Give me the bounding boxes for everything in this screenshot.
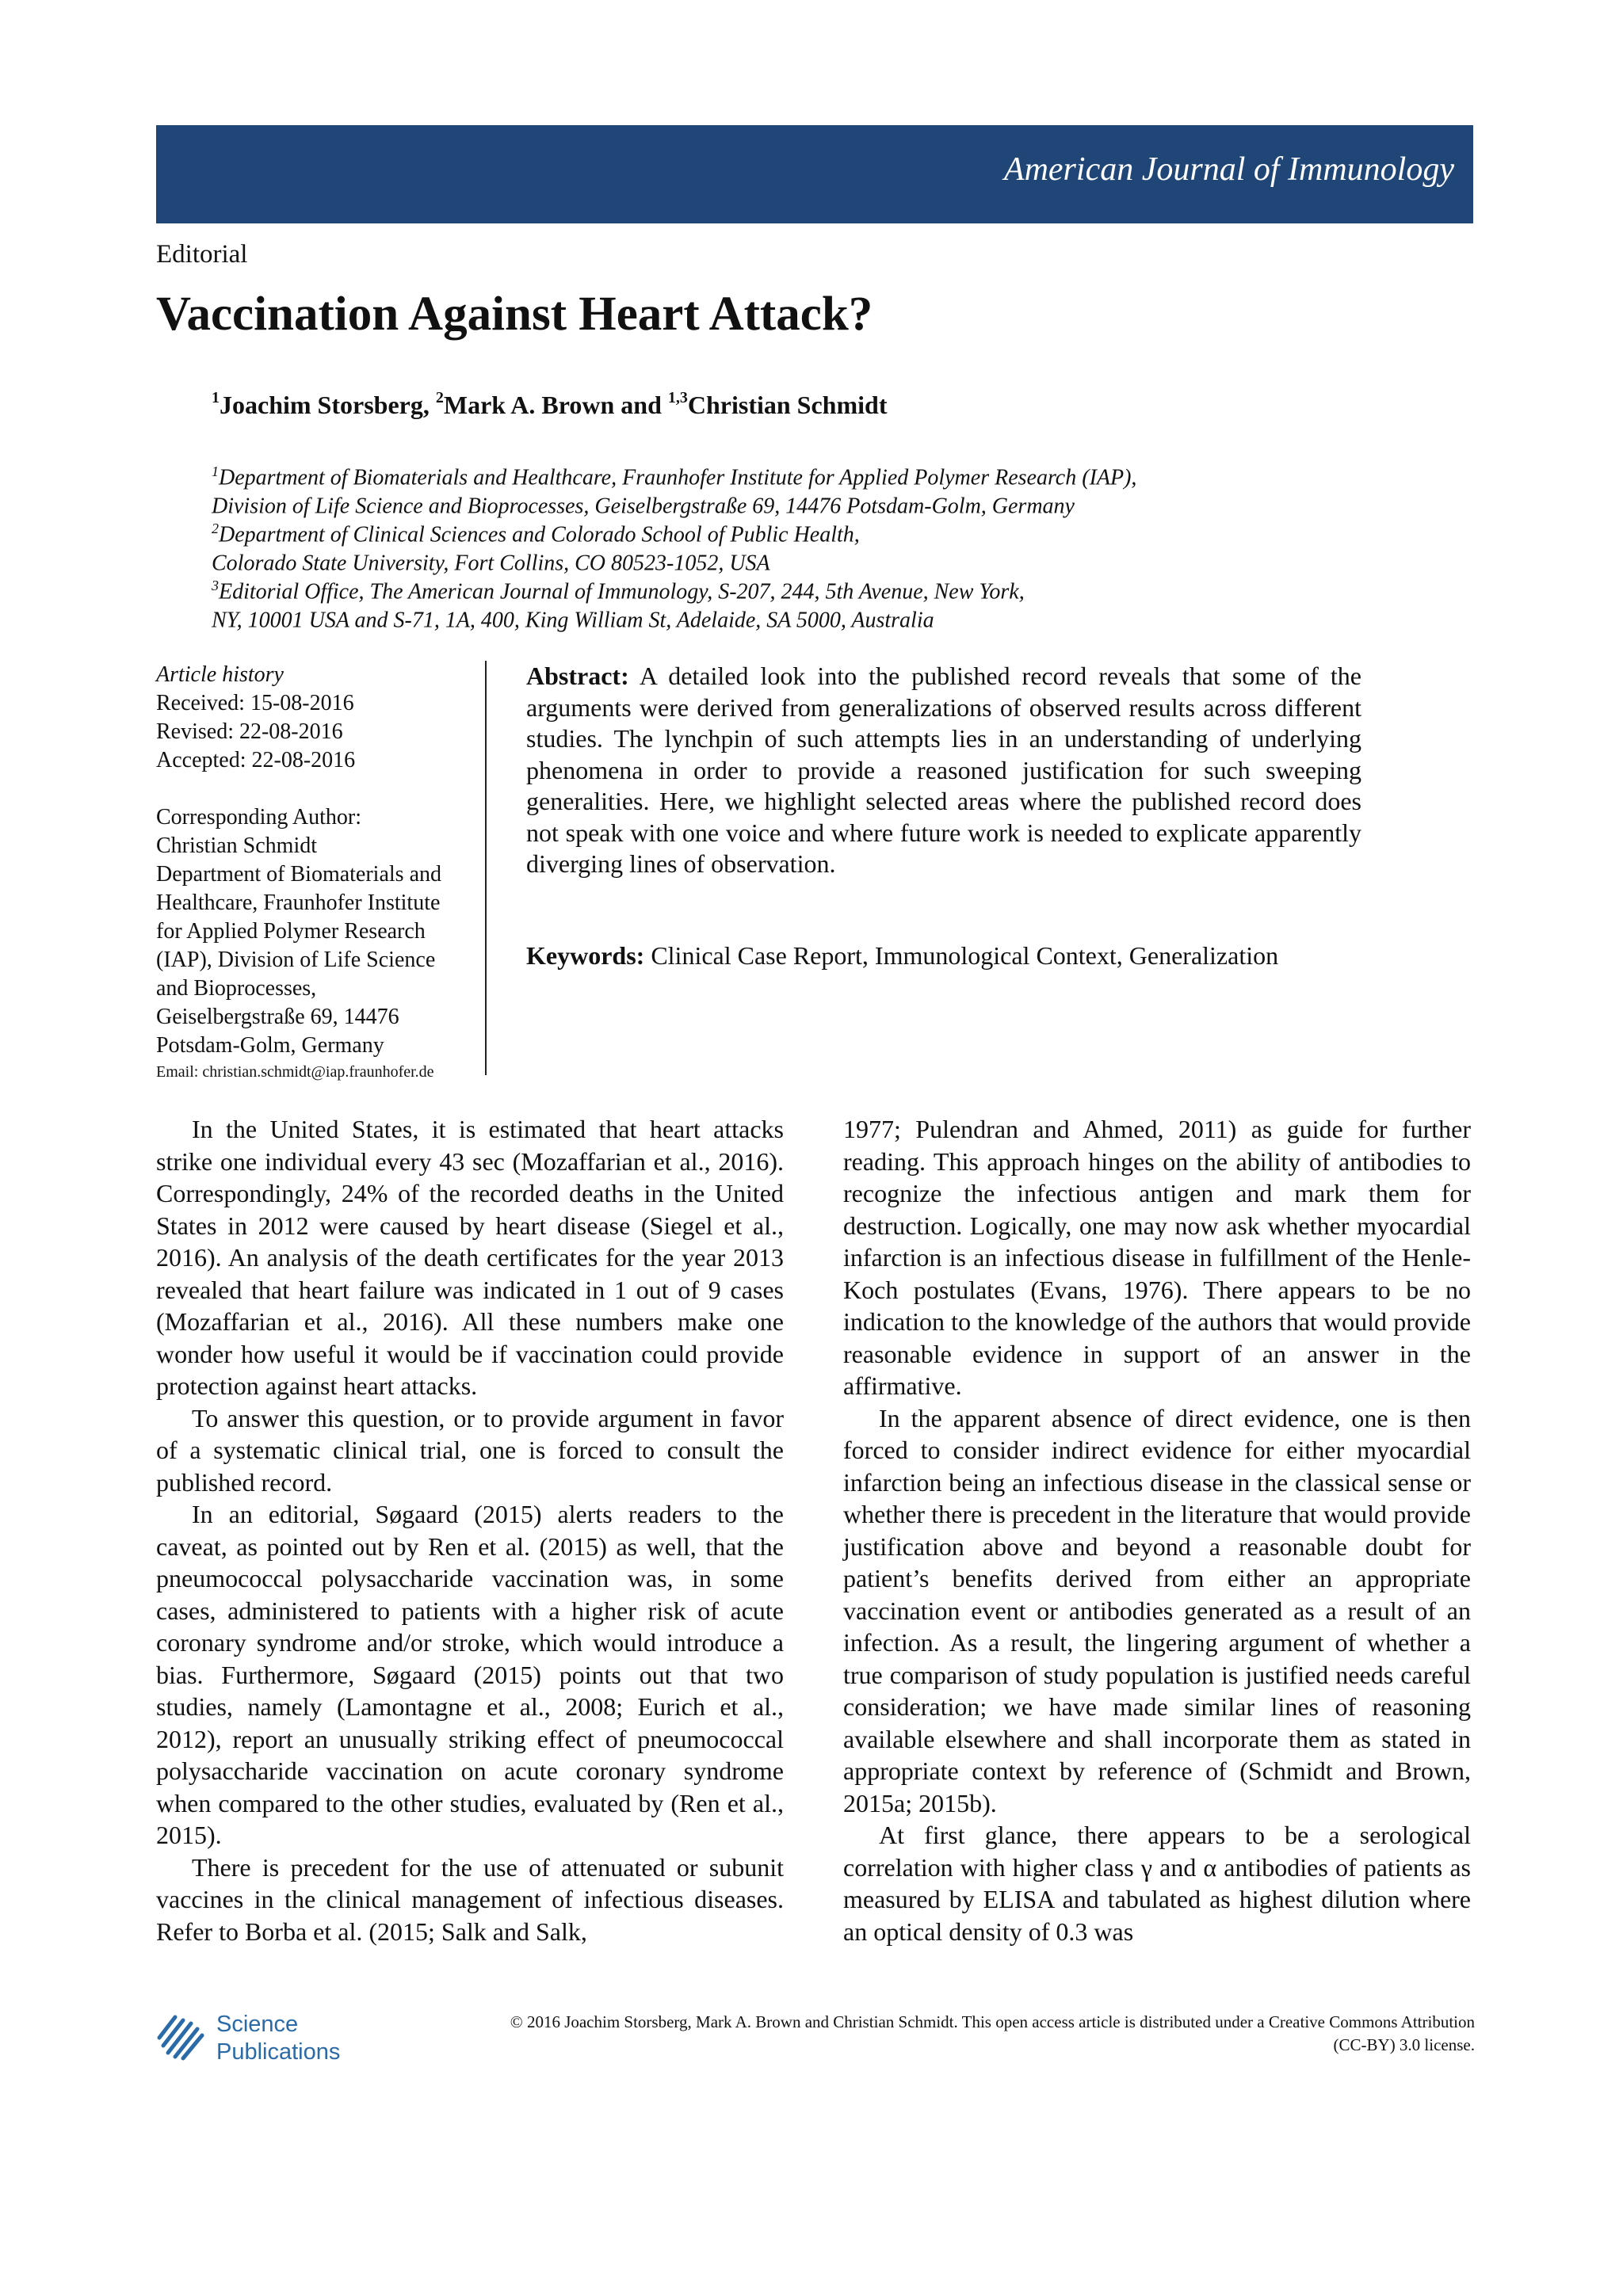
body-paragraph: At first glance, there appears to be a serological correlation with higher class γ and α antibodies of patients as measured by ELISA and tabulated as highest dilution where an optical density of 0.3 was xyxy=(843,1821,1471,1946)
corr-email-link[interactable]: Email: christian.schmidt@iap.fraunhofer.de xyxy=(156,1063,434,1081)
corr-line: (IAP), Division of Life Science xyxy=(156,948,436,972)
abstract-text: A detailed look into the published record reveals that some of the arguments were derived from generalizations of observed results across different studies. The lynchpin of such attempts lies in an understanding of underlying phenomena in order to provide a reasoned justification for such sweeping generalities. Here, we highlight selected areas where the published record does not speak with one voice and where future work is needed to explicate apparently diverging lines of observation. xyxy=(526,662,1361,878)
body-paragraph: In the apparent absence of direct evidence, one is then forced to consider indirect evidence for either myocardial infarction being an infectious disease in the classical sense or whether there is precedent in the literature that would provide justification above and beyond a reasonable doubt for patient’s benefits derived from either an appropriate vaccination event or antibodies generated as a result of an infection. As a result, the lingering argument of whether a true comparison of study population is justified needs careful consideration; we have made similar lines of reasoning available elsewhere and shall incorporate them as stated in appropriate context by reference of (Schmidt and Brown, 2015a; 2015b). xyxy=(843,1403,1471,1817)
affiliation-line xyxy=(212,486,1136,519)
body-paragraph: In the United States, it is estimated that heart attacks strike one individual every 43 sec (Mozaffarian et al., 2016). Correspondingly, 24% of the recorded deaths in the United States in 2012 were caused by heart disease (Siegel et al., 2016). An analysis of the death certificates for the year 2013 revealed that heart failure was indicated in 1 out of 9 cases (Mozaffarian et al., 2016). All these numbers make one wonder how useful it would be if vaccination could provide protection against heart attacks. xyxy=(156,1115,784,1400)
affiliation-text: Colorado State University, Fort Collins, CO 80523-1052, USA xyxy=(212,551,770,576)
author-name: Joachim Storsberg, xyxy=(220,391,436,419)
article-history xyxy=(156,661,481,1084)
corr-line: and Bioprocesses, xyxy=(156,976,317,1001)
corr-line: Potsdam-Golm, Germany xyxy=(156,1033,384,1058)
license-notice: © 2016 Joachim Storsberg, Mark A. Brown and Christian Schmidt. This open access article is distributed under a Creative Commons Attribution (CC-BY) 3.0 license. xyxy=(510,2012,1475,2054)
history-title: Article history xyxy=(156,662,284,687)
body-column-left xyxy=(156,1113,784,1947)
affiliation-line xyxy=(212,600,1136,633)
article-title: Vaccination Against Heart Attack? xyxy=(156,288,873,341)
journal-header-band xyxy=(156,125,1473,223)
corr-line: Geiselbergstraße 69, 14476 xyxy=(156,1005,399,1029)
abstract-label: Abstract: xyxy=(526,662,629,690)
affiliations xyxy=(212,457,1137,633)
author-sup: 2 xyxy=(435,389,444,407)
author-name: Mark A. Brown and xyxy=(443,391,668,419)
article-type: Editorial xyxy=(156,240,248,269)
science-publications-logo xyxy=(156,2009,362,2065)
author-sup: 1 xyxy=(212,389,220,407)
corr-line: Department of Biomaterials and xyxy=(156,862,441,887)
affiliation-line xyxy=(212,543,1136,576)
divider-line xyxy=(485,661,487,1075)
publisher-name xyxy=(216,2011,340,2066)
affiliation-sup: 1 xyxy=(212,463,219,479)
affiliation-text: Division of Life Science and Bioprocesses, Geiselbergstraße 69, 14476 Potsdam-Golm, Germany xyxy=(212,494,1075,519)
publisher-logo-icon xyxy=(156,2009,208,2061)
body-paragraph: There is precedent for the use of attenuated or subunit vaccines in the clinical management of infectious diseases. Refer to Borba et al. (2015; Salk and Salk, xyxy=(156,1852,784,1946)
journal-name: American Journal of Immunology xyxy=(1003,151,1454,188)
affiliation-text: NY, 10001 USA and S-71, 1A, 400, King William St, Adelaide, SA 5000, Australia xyxy=(212,608,934,633)
affiliation-text: Department of Clinical Sciences and Colorado School of Public Health, xyxy=(219,522,860,547)
affiliation-sup: 2 xyxy=(212,521,219,536)
corr-line: for Applied Polymer Research xyxy=(156,919,426,944)
keywords-label: Keywords: xyxy=(526,941,645,970)
keywords xyxy=(526,941,1398,971)
affiliation-text: Department of Biomaterials and Healthcare, Fraunhofer Institute for Applied Polymer Research (IAP), xyxy=(219,465,1137,490)
affiliation-sup: 3 xyxy=(212,578,219,593)
corr-line: Corresponding Author: xyxy=(156,805,361,830)
corr-line: Healthcare, Fraunhofer Institute xyxy=(156,891,441,915)
author-sup: 1,3 xyxy=(667,389,688,407)
body-paragraph: 1977; Pulendran and Ahmed, 2011) as guide for further reading. This approach hinges on the ability of antibodies to recognize the infectious antigen and mark them for destruction. Logically, one may now ask whether myocardial infarction is an infectious disease in fulfillment of the Henle-Koch postulates (Evans, 1976). There appears to be no indication to the knowledge of the authors that would provide reasonable evidence in support of an answer in the affirmative. xyxy=(843,1115,1471,1400)
publisher-name-line: Science xyxy=(216,2012,299,2037)
corresponding-author xyxy=(156,803,481,1084)
publisher-name-line: Publications xyxy=(216,2039,341,2065)
received-date: Received: 15-08-2016 xyxy=(156,691,354,715)
corr-line: Christian Schmidt xyxy=(156,833,317,858)
author-name: Christian Schmidt xyxy=(687,391,888,419)
body-paragraph: To answer this question, or to provide argument in favor of a systematic clinical trial, one is forced to consult the published record. xyxy=(156,1403,784,1497)
affiliation-text: Editorial Office, The American Journal of Immunology, S-207, 244, 5th Avenue, New York, xyxy=(219,579,1025,605)
body-column-right xyxy=(843,1113,1471,1947)
body-paragraph: In an editorial, Søgaard (2015) alerts readers to the caveat, as pointed out by Ren et al. (2015) as well, that the pneumococcal polysaccharide vaccination was, in some cases, administered to patients with a higher risk of acute coronary syndrome and/or stroke, which would introduce a bias. Furthermore, Søgaard (2015) points out that two studies, namely (Lamontagne et al., 2008; Eurich et al., 2012), report an unusually striking effect of pneumococcal polysaccharide vaccination on acute coronary syndrome when compared to the other studies, evaluated by (Ren et al., 2015). xyxy=(156,1500,784,1849)
revised-date: Revised: 22-08-2016 xyxy=(156,719,343,744)
accepted-date: Accepted: 22-08-2016 xyxy=(156,748,356,772)
keywords-text: Clinical Case Report, Immunological Context, Generalization xyxy=(644,941,1279,970)
affiliation-line xyxy=(212,457,1137,490)
author-list xyxy=(212,391,887,420)
affiliation-line xyxy=(212,571,1136,605)
affiliation-line xyxy=(212,514,1136,547)
abstract xyxy=(526,661,1361,880)
